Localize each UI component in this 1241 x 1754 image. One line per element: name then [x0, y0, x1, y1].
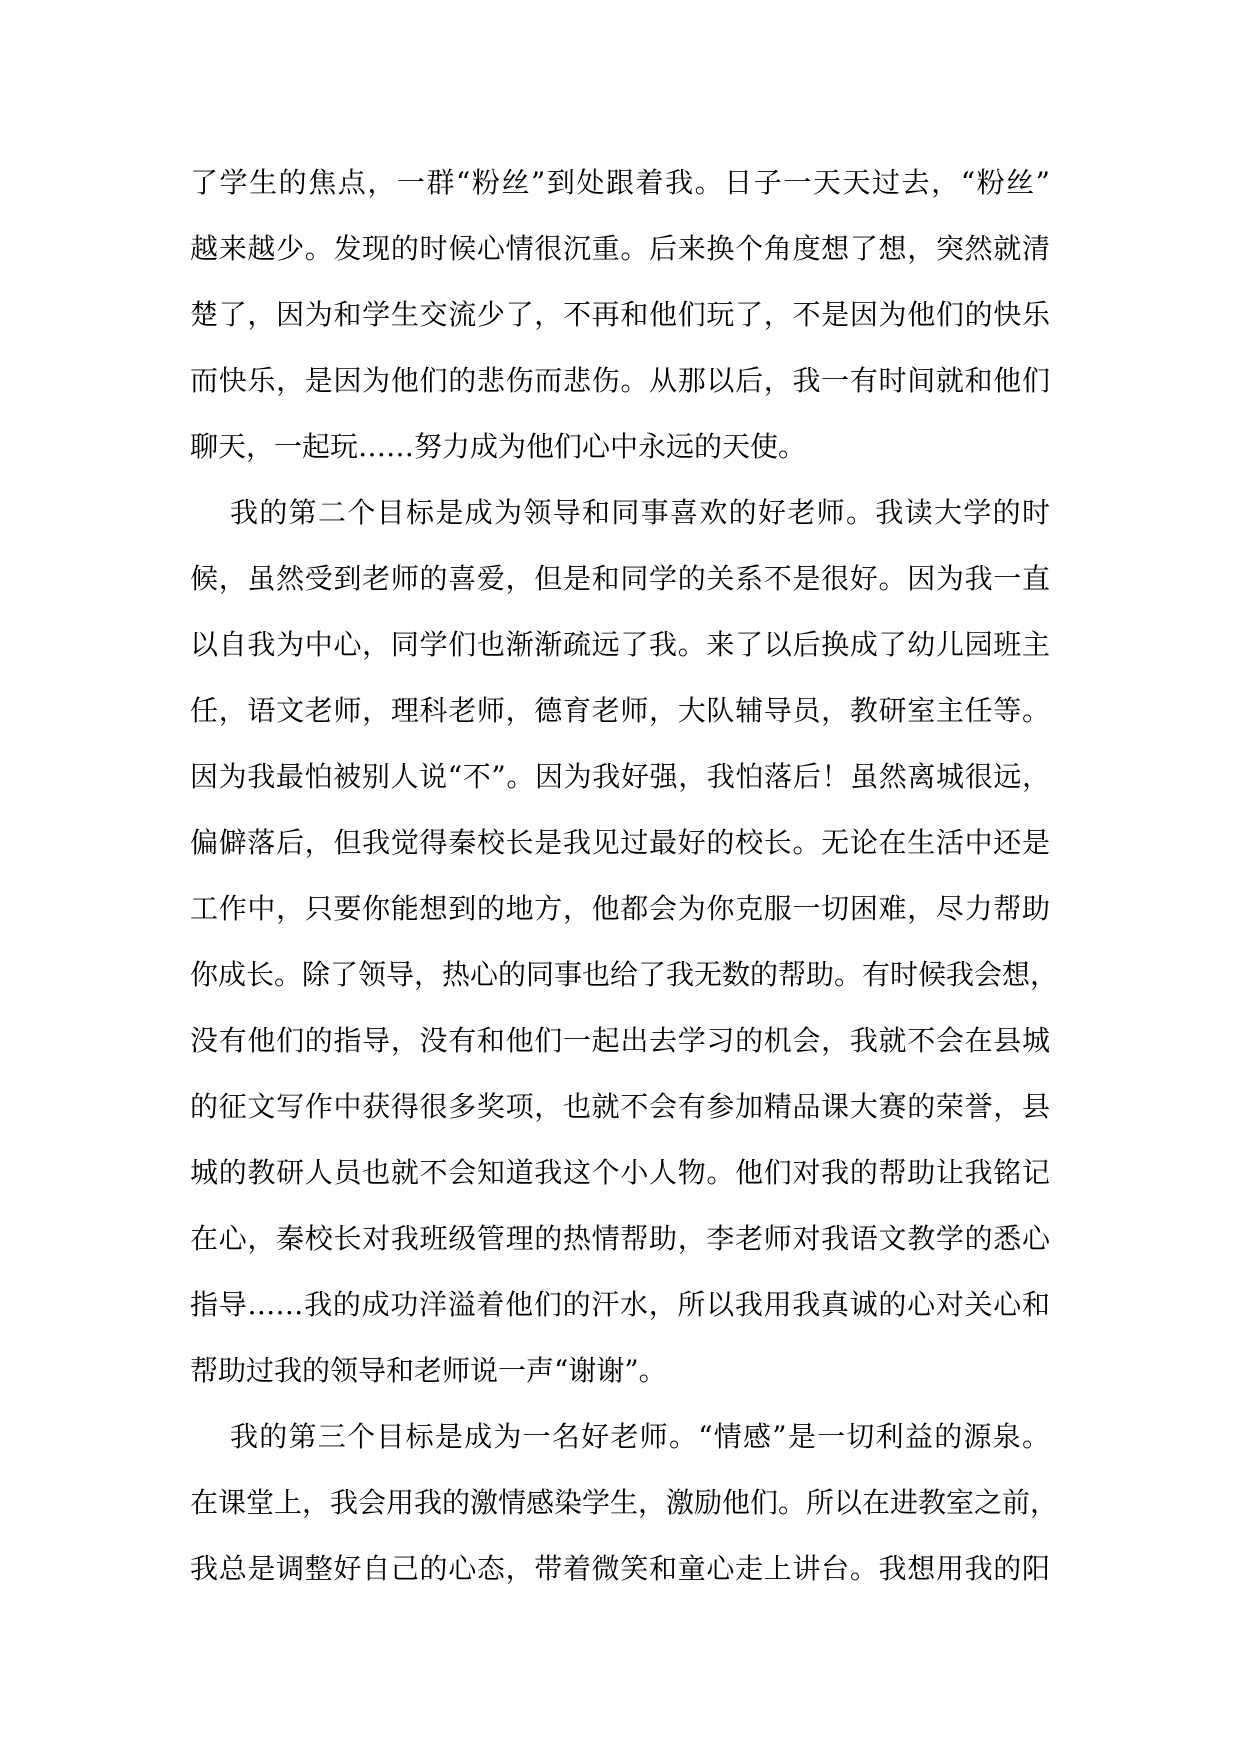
text-line-13: 你成长。除了领导，热心的同事也给了我无数的帮助。有时候我会想，: [190, 958, 1059, 991]
body-text: [190, 150, 1059, 1602]
text-line-5: 聊天，一起玩……努力成为他们心中永远的天使。: [190, 430, 807, 463]
text-line-21: 在课堂上，我会用我的激情感染学生，激励他们。所以在进教室之前，: [190, 1486, 1059, 1519]
text-line-1: 了学生的焦点，一群“粉丝”到处跟着我。日子一天天过去，“粉丝”: [190, 166, 1050, 199]
text-line-3: 楚了，因为和学生交流少了，不再和他们玩了，不是因为他们的快乐: [190, 298, 1050, 331]
text-line-6: 我的第二个目标是成为领导和同事喜欢的好老师。我读大学的时: [230, 496, 1050, 529]
text-line-9: 任，语文老师，理科老师，德育老师，大队辅导员，教研室主任等。: [190, 694, 1050, 727]
text-line-16: 城的教研人员也就不会知道我这个小人物。他们对我的帮助让我铭记: [190, 1156, 1050, 1189]
text-line-7: 候，虽然受到老师的喜爱，但是和同学的关系不是很好。因为我一直: [190, 562, 1050, 595]
text-line-14: 没有他们的指导，没有和他们一起出去学习的机会，我就不会在县城: [190, 1024, 1050, 1057]
text-line-20: 我的第三个目标是成为一名好老师。“情感”是一切利益的源泉。: [230, 1420, 1050, 1453]
text-line-4: 而快乐，是因为他们的悲伤而悲伤。从那以后，我一有时间就和他们: [190, 364, 1050, 397]
text-line-11: 偏僻落后，但我觉得秦校长是我见过最好的校长。无论在生活中还是: [190, 826, 1050, 859]
text-line-2: 越来越少。发现的时候心情很沉重。后来换个角度想了想，突然就清: [190, 232, 1050, 265]
text-line-15: 的征文写作中获得很多奖项，也就不会有参加精品课大赛的荣誉，县: [190, 1090, 1050, 1123]
text-line-19: 帮助过我的领导和老师说一声“谢谢”。: [190, 1354, 667, 1387]
text-line-10: 因为我最怕被别人说“不”。因为我好强，我怕落后！虽然离城很远，: [190, 760, 1050, 793]
text-line-8: 以自我为中心，同学们也渐渐疏远了我。来了以后换成了幼儿园班主: [190, 628, 1050, 661]
text-line-18: 指导……我的成功洋溢着他们的汗水，所以我用我真诚的心对关心和: [190, 1288, 1050, 1321]
text-line-12: 工作中，只要你能想到的地方，他都会为你克服一切困难，尽力帮助: [190, 892, 1050, 925]
text-line-22: 我总是调整好自己的心态，带着微笑和童心走上讲台。我想用我的阳: [190, 1552, 1050, 1585]
text-line-17: 在心，秦校长对我班级管理的热情帮助，李老师对我语文教学的悉心: [190, 1222, 1050, 1255]
